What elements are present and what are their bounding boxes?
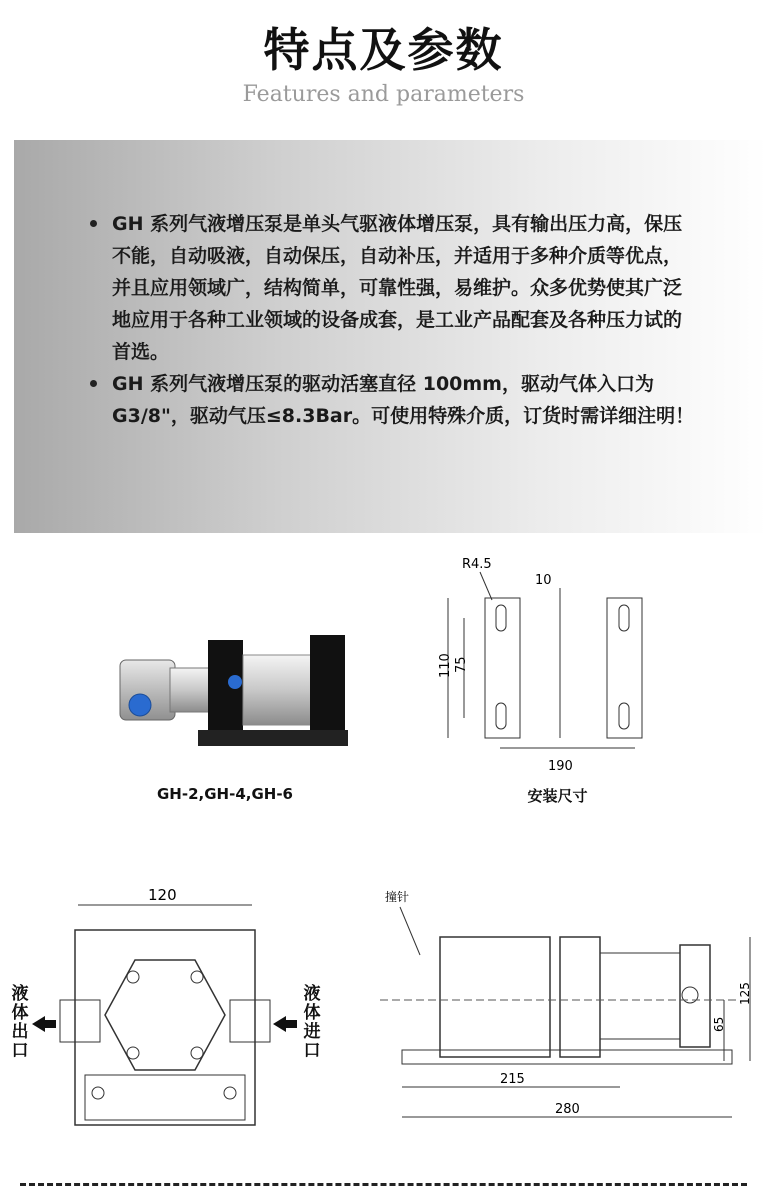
dim-120: 120 xyxy=(148,886,177,904)
page-subtitle: Features and parameters xyxy=(242,82,525,107)
feature-text: GH 系列气液增压泵的驱动活塞直径 100mm，驱动气体入口为 G3/8"，驱动气压≤8.3Bar。可使用特殊介质，订货时需详细注明！ xyxy=(112,373,695,427)
dim-190: 190 xyxy=(548,759,573,774)
side-view-drawing xyxy=(380,885,760,1130)
striker-label: 撞针 xyxy=(385,890,410,904)
dim-75: 75 xyxy=(454,656,469,673)
front-view-drawing xyxy=(30,880,330,1130)
dim-125: 125 xyxy=(738,982,752,1005)
bullet-icon xyxy=(90,220,97,227)
dim-110: 110 xyxy=(438,653,453,678)
feature-text: GH 系列气液增压泵是单头气驱液体增压泵，具有输出压力高，保压不能，自动吸液，自动保压，自动补压，并适用于多种介质等优点，并且应用领域广，结构简单，可靠性强，易维护。众多优势使其广泛地应用于各种工业领域的设备成套，是工业产品配套及各种压力试的首选。 xyxy=(112,213,683,363)
left-side-label: 液体出口 xyxy=(11,984,29,1061)
mounting-drawing xyxy=(420,548,650,783)
feature-list xyxy=(86,208,696,432)
mounting-caption: 安装尺寸 xyxy=(527,787,588,805)
page-title: 特点及参数 xyxy=(263,23,504,77)
right-side-label: 液体进口 xyxy=(303,984,321,1061)
feature-item xyxy=(86,368,696,432)
feature-item xyxy=(86,208,696,368)
bullet-icon xyxy=(90,380,97,387)
dim-10: 10 xyxy=(535,573,552,588)
product-caption: GH-2,GH-4,GH-6 xyxy=(157,785,293,803)
dim-radius: R4.5 xyxy=(462,557,492,572)
dim-215: 215 xyxy=(500,1072,525,1087)
dim-280: 280 xyxy=(555,1102,580,1117)
dim-65: 65 xyxy=(712,1016,726,1032)
bottom-divider xyxy=(20,1183,747,1186)
product-photo xyxy=(110,620,360,760)
